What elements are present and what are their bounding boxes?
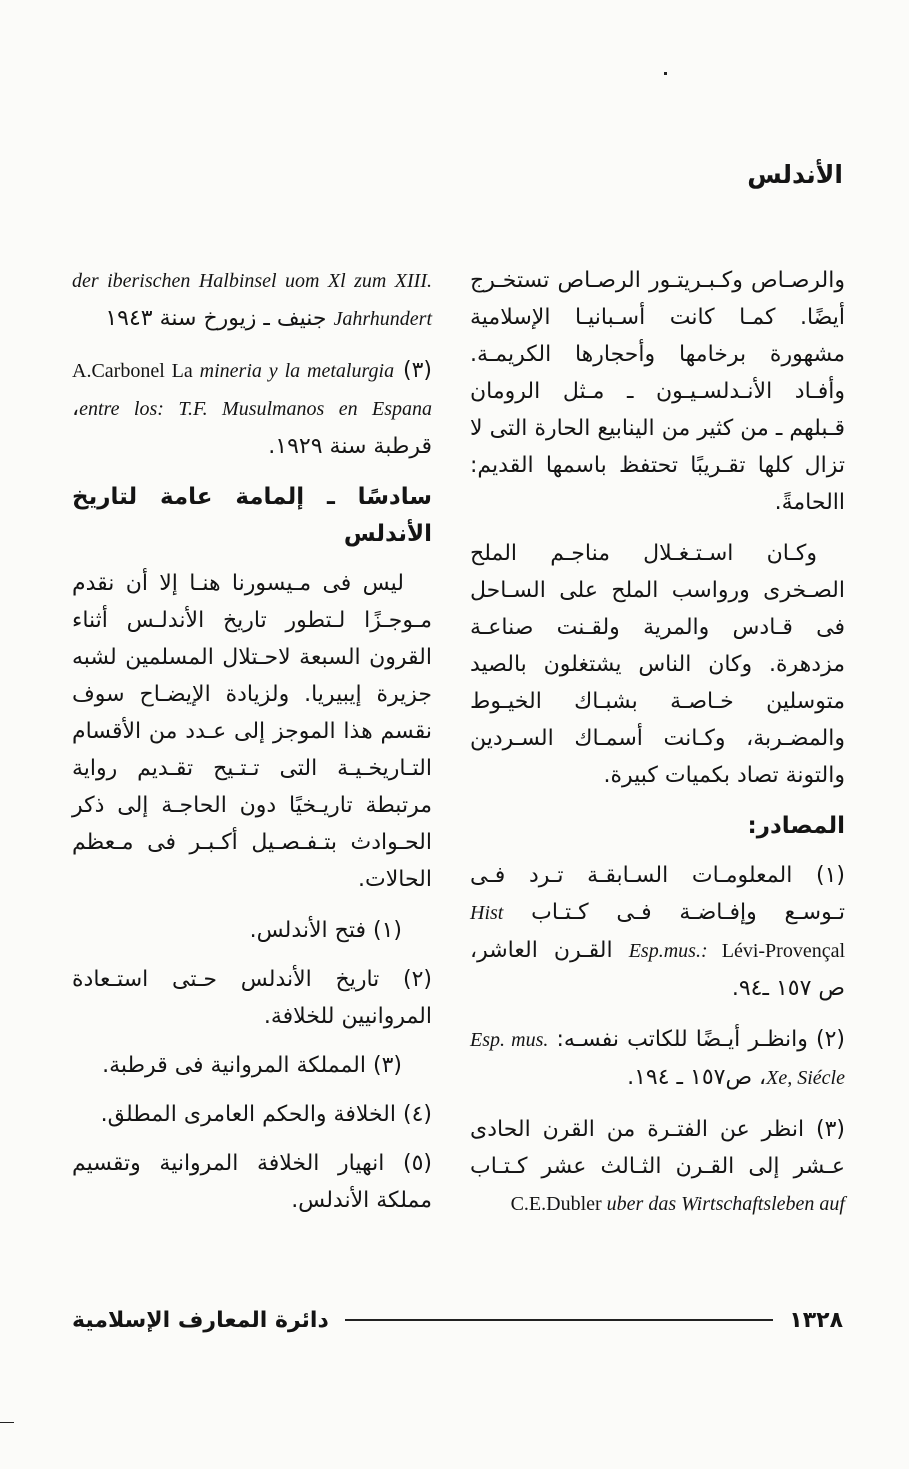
reference-3-author: A.Carbonel La bbox=[72, 360, 193, 382]
source-1-title: Hist Esp.mus.: bbox=[470, 902, 708, 962]
margin-tick bbox=[0, 1422, 14, 1423]
source-2 bbox=[470, 1021, 845, 1097]
source-3 bbox=[470, 1111, 845, 1223]
list-item: (٤) الخلافة والحكم العامرى المطلق. bbox=[100, 1102, 432, 1127]
source-1-arabic: (١) المعلومـات السـابقـة تـرد فـى تـوسـع وإفـاضـة فـى كـتـاب bbox=[470, 863, 845, 925]
list-item: (٢) تاريخ الأندلس حـتى استـعادة المروانيين للخلافة. bbox=[72, 967, 432, 1029]
source-3-arabic: (٣) انظر عن الفتـرة من القرن الحادى عـشر إلى القـرن الثـالث عشر كـتـاب bbox=[470, 1117, 845, 1179]
list-item: (٥) انهيار الخلافة المروانية وتقسيم مملكة الأندلس. bbox=[72, 1151, 432, 1213]
sources-heading: المصادر: bbox=[747, 813, 845, 839]
source-3-author: C.E.Dubler bbox=[510, 1193, 602, 1215]
reference-3-latin bbox=[72, 360, 432, 420]
source-1-author: Lévi-Provençal bbox=[707, 940, 846, 962]
source-2-title: Esp. mus. Xe, Siécle bbox=[470, 1029, 845, 1089]
reference-3-number: (٣) bbox=[402, 358, 432, 383]
page-number: ١٣٢٨ bbox=[789, 1307, 843, 1333]
list-item: (٣) المملكة المروانية فى قرطبة. bbox=[102, 1053, 402, 1078]
right-column bbox=[470, 262, 845, 1237]
reference-3-title: mineria y la metalurgia entre los: T.F. Musulmanos en Espana bbox=[79, 360, 432, 420]
running-header-title: الأندلس bbox=[747, 160, 843, 189]
reference-continuation bbox=[72, 262, 432, 338]
intro-paragraph: ليس فى مـيسورنا هنـا إلا أن نقدم مـوجـزًا لـتطور تاريخ الأندلـس أثناء القرون السبعة لاحـتلال المسلمين لشبه جزيرة إيبيريا. ولزيادة الإيضـاح سوف نقسم هذا الموجز إلى عـدد من الأقسام التـاريخـيـة التى تـتـيح تقـديم رواية مرتبطة تاريـخيًا دون الحاجـة إلى ذكر الحـوادث بتـفـصـيل أكـبـر فى مـعظم الحالات. bbox=[72, 571, 432, 892]
paragraph-salt-fishing: وكـان اسـتـغـلال مناجـم الملح الصـخرى ورواسب الملح على السـاحل فى قـادس والمرية ولقـنت صناعـة مزدهرة. وكان الناس يشتغلون بالصيد متوسلين خـاصـة بشبـاك الخيـوط والمضـربة، وكـانت أسمـاك السـردين والتونة تصاد بكميات كبيرة. bbox=[470, 541, 845, 788]
left-column bbox=[72, 262, 432, 1231]
reference-continuation-title: der iberischen Halbinsel uom Xl zum XIII. Jahrhundert bbox=[72, 270, 432, 330]
scan-speck bbox=[664, 72, 667, 75]
source-1-tail: القـرن العاشر، ص ١٥٧ ـ٩٤. bbox=[470, 938, 845, 1001]
section-heading: سادسًا ـ إلمامة عامة لتاريخ الأندلس bbox=[72, 484, 432, 547]
source-2-arabic: (٢) وانظـر أيـضًا للكاتب نفسـه: bbox=[556, 1027, 845, 1052]
publication-title: دائرة المعارف الإسلامية bbox=[72, 1307, 329, 1333]
reference-3-tail: ، قرطبة سنة ١٩٢٩. bbox=[72, 396, 432, 459]
source-3-latin bbox=[511, 1193, 845, 1215]
footer-rule bbox=[345, 1319, 774, 1321]
page-footer bbox=[72, 1300, 843, 1340]
paragraph-minerals: والرصـاص وكـبـريتـور الرصـاص تستخـرج أيضًا. كمـا كانت أسـبانيـا الإسلامية مشهورة برخامها وأحجارها الكريمـة. وأفـاد الأنـدلسـيـون ـ مـثل الرومان قـبلهم ـ من كثير من الينابيع الحارة التى لا تزال كلها تقـريبًا تحتفظ باسمها القديم: االحامةً. bbox=[470, 268, 845, 515]
reference-continuation-place: جنيف ـ زيورخ سنة ١٩٤٣ bbox=[105, 306, 327, 331]
list-item: (١) فتح الأندلس. bbox=[249, 918, 402, 943]
reference-3 bbox=[72, 352, 432, 465]
source-3-title: uber das Wirtschaftsleben auf bbox=[601, 1193, 845, 1215]
source-1 bbox=[470, 857, 845, 1007]
source-2-tail: ، ص١٥٧ ـ ١٩٤. bbox=[627, 1065, 767, 1090]
